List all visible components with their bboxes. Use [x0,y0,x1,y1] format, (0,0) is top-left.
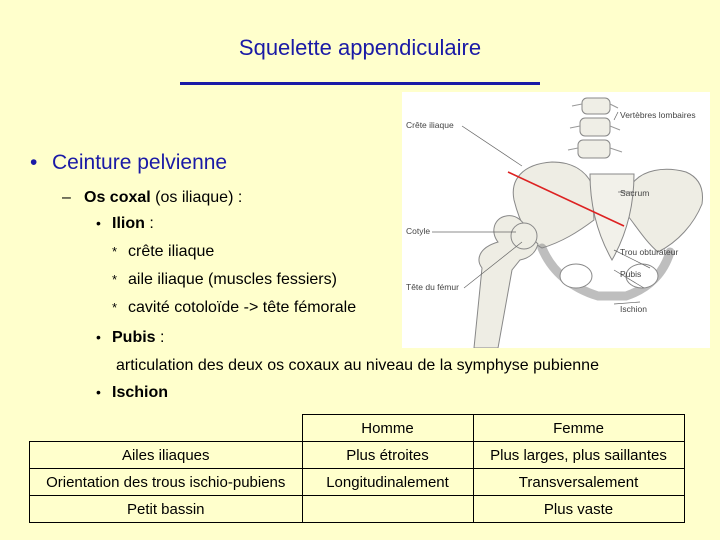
table-cell: Ailes iliaques [30,442,303,469]
header-femme: Femme [473,415,684,442]
bullet-ischion [96,384,168,402]
table-row [30,496,685,523]
obturator-foramen-left [560,264,592,288]
label-pubis: Pubis [620,269,642,279]
ilion-rest: : [144,215,154,232]
item-text: aile iliaque (muscles fessiers) [128,271,337,288]
table-row [30,469,685,496]
bullet-marker: • [96,215,101,231]
table-row [30,442,685,469]
header-empty [30,415,303,442]
bullet-ceinture-pelvienne [30,151,227,175]
bullet-text: Ceinture pelvienne [52,151,228,174]
ischion-term: Ischion [112,384,169,401]
femoral-head-drawing [511,223,537,249]
bullet-marker: • [96,384,101,400]
label-tete-du-femur: Tête du fémur [406,282,459,292]
label-ischion: Ischion [620,304,647,314]
pubis-term: Pubis [112,329,156,346]
label-sacrum: Sacrum [620,188,650,198]
item-text: crête iliaque [128,243,215,260]
ilion-item-aile [112,271,337,289]
slide-title: Squelette appendiculaire [238,35,482,60]
label-trou-obturateur: Trou obturateur [620,247,679,257]
header-homme: Homme [302,415,473,442]
label-vertebres-lombaires: Vertèbres lombaires [620,110,696,120]
table-cell: Petit bassin [30,496,303,523]
pelvis-illustration [402,92,710,348]
bullet-pubis [96,329,164,347]
ilion-item-cavite [112,299,356,317]
table-header-row [30,415,685,442]
table-cell: Transversalement [473,469,684,496]
os-coxal-rest: (os iliaque) : [150,189,243,206]
label-cotyle: Cotyle [406,226,431,236]
bullet-marker: • [96,329,101,345]
title-underline [180,82,540,85]
table-cell: Plus vaste [473,496,684,523]
star-marker: * [112,300,118,315]
table-cell: Plus larges, plus saillantes [473,442,684,469]
os-coxal-term: Os coxal [84,189,151,206]
item-text: cavité cotoloïde -> tête fémorale [128,299,357,316]
table-cell: Longitudinalement [302,469,473,496]
label-crete-iliaque: Crête iliaque [406,120,454,130]
pubis-rest: : [155,329,165,346]
vertebrae-drawing [568,98,622,158]
table-cell: Orientation des trous ischio-pubiens [30,469,303,496]
comparison-table [29,414,685,523]
dash-marker: – [62,189,71,206]
star-marker: * [112,272,118,287]
ilion-item-crete [112,243,214,261]
star-marker: * [112,244,118,259]
bullet-os-coxal [62,189,242,207]
bullet-ilion [96,215,154,233]
bullet-marker: • [30,151,38,174]
pubis-description: articulation des deux os coxaux au niveau de la symphyse pubienne [116,357,599,374]
right-iliac-wing-drawing [628,169,702,252]
table-cell [302,496,473,523]
table-cell: Plus étroites [302,442,473,469]
ilion-term: Ilion [112,215,145,232]
